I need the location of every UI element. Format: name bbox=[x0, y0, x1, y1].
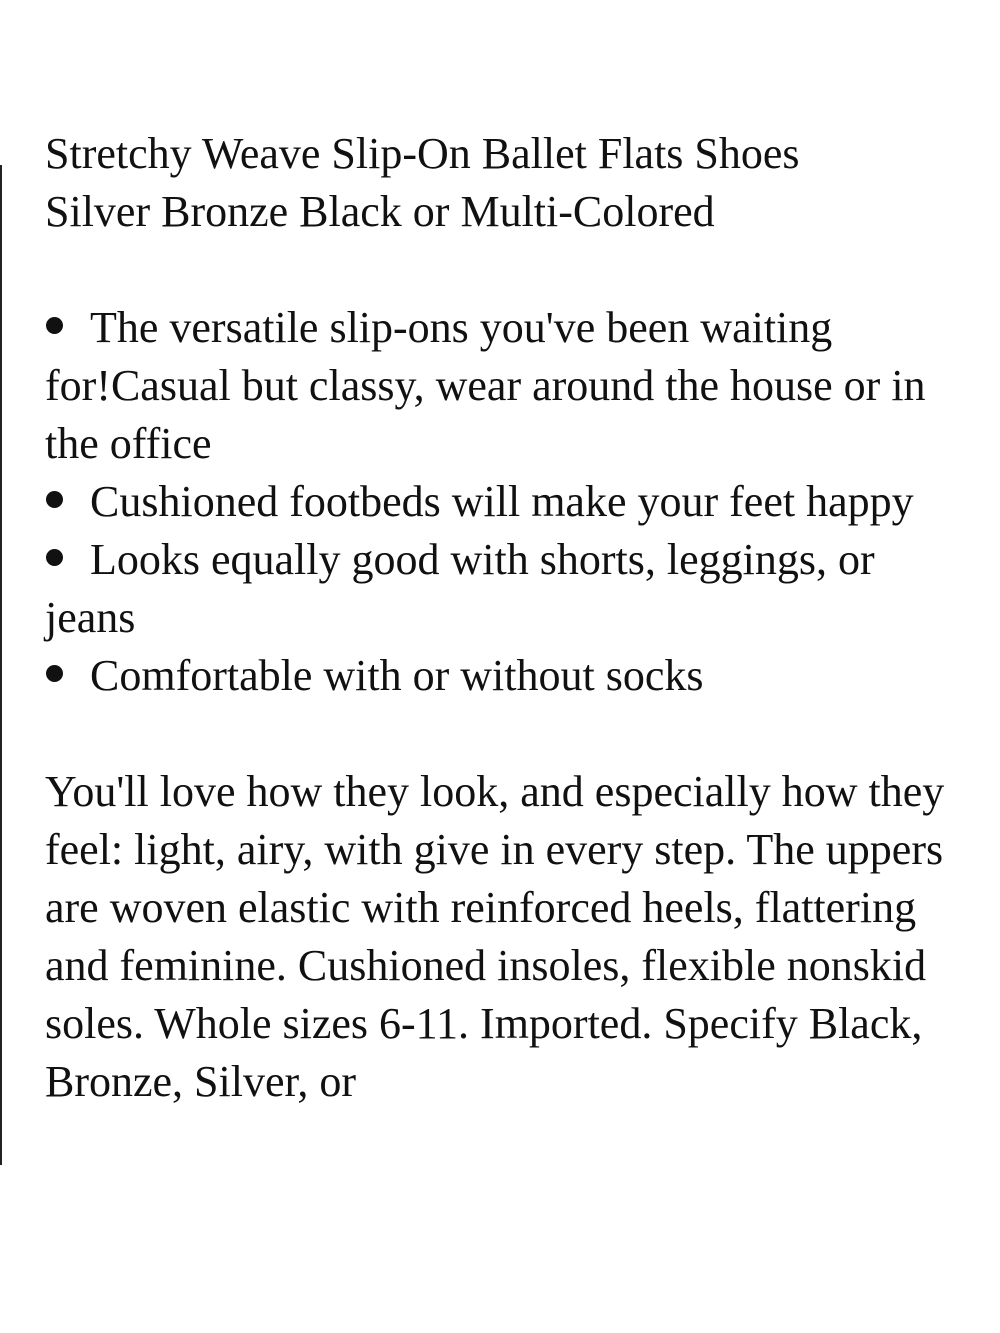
product-description-viewport bbox=[0, 129, 1000, 1165]
feature-text: Looks equally good with shorts, leggings, or jeans bbox=[45, 535, 875, 642]
feature-text: Comfortable with or without socks bbox=[90, 651, 704, 700]
product-colors: Silver Bronze Black or Multi-Colored bbox=[45, 187, 715, 236]
bullet-dot-icon bbox=[46, 549, 63, 566]
product-description-content bbox=[45, 125, 965, 1111]
feature-item bbox=[45, 473, 965, 531]
feature-text: Cushioned footbeds will make your feet happy bbox=[90, 477, 914, 526]
product-description: You'll love how they look, and especially how they feel: light, airy, with give in every step. The uppers are woven elastic with reinforced heels, flattering and feminine. Cushioned insoles, flexible nonskid soles. Whole sizes 6-11. Imported. Specify Black, Bronze, Silver, or bbox=[45, 767, 945, 1106]
product-title: Stretchy Weave Slip-On Ballet Flats Shoes bbox=[45, 129, 800, 178]
left-border bbox=[0, 165, 2, 1165]
bullet-dot-icon bbox=[46, 491, 63, 508]
feature-item bbox=[45, 647, 965, 705]
feature-list bbox=[45, 299, 965, 705]
feature-text: The versatile slip-ons you've been waiting for!Casual but classy, wear around the house or in the office bbox=[45, 303, 926, 468]
bullet-dot-icon bbox=[46, 317, 63, 334]
feature-item bbox=[45, 531, 965, 647]
feature-item bbox=[45, 299, 965, 473]
bullet-dot-icon bbox=[46, 665, 63, 682]
